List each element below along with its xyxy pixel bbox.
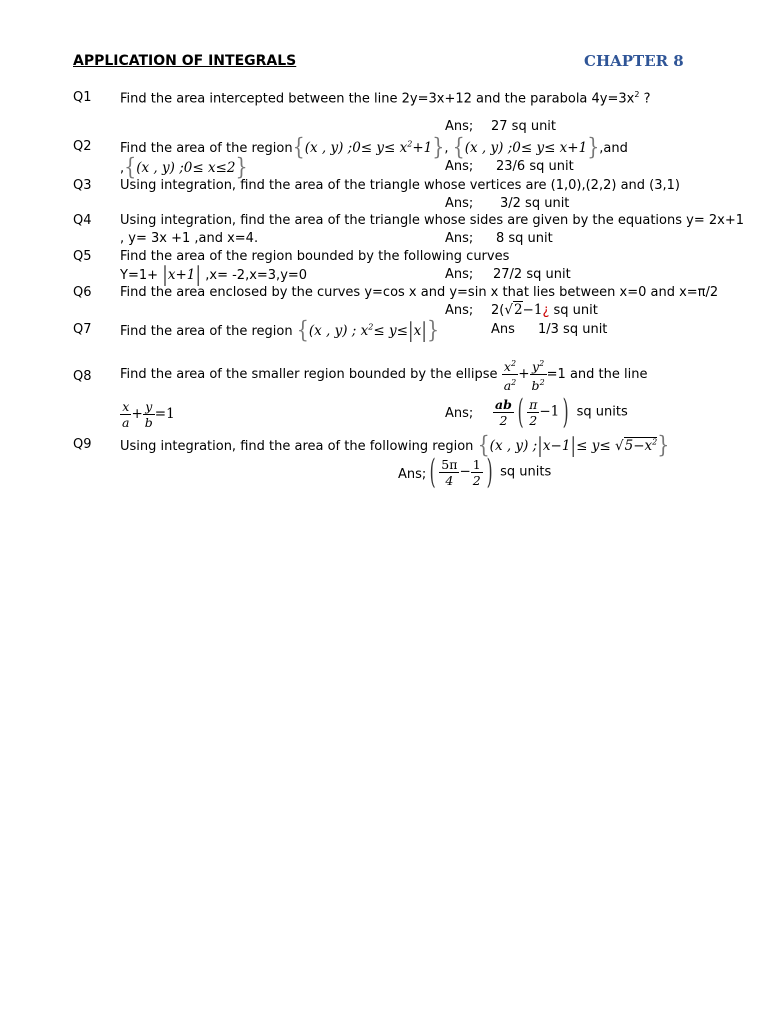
q2-set-1: {(x , y) ;0≤ $y\le x^2+1$} [292,133,445,161]
q8-frac-x2-a2: $\frac{x^2}{a^2}$ [502,356,519,393]
q8-frac-y2-b2: $\frac{y^2}{b^2}$ [530,356,547,393]
q9-ans-value: ( $\frac{5\pi}{4}$ − $\frac{1}{2}$ ) sq units [429,452,552,492]
q5-text-line2: Y=1+ |x+1| ,x= -2,x=3,y=0 [120,263,308,287]
q2-ans-value: 23/6 sq unit [496,159,574,174]
q4-text-line2: , y= 3x +1 ,and x=4. [120,231,259,246]
q4-text: Using integration, find the area of the triangle whose sides are given by the equations y= 2x+1 [120,213,744,228]
q3-ans-value: 3/2 sq unit [500,196,570,211]
q2-set-3: {(x , y) ;0≤ x≤2} [124,153,248,181]
q5-number: Q5 [73,249,92,264]
q8-text: Find the area of the smaller region bounded by the ellipse $\frac{x^2}{a^2}$ + $\frac{y^2}{b^2}$ =1 and the line [120,356,647,393]
q4-number: Q4 [73,213,92,228]
q6-number: Q6 [73,285,92,300]
q1-number: Q1 [73,90,92,105]
q9-number: Q9 [73,437,92,452]
q1-text: Find the area intercepted between the line 2y=3x+12 and the parabola $4y=3x^2$ ? [120,90,651,107]
q6-ans-label: Ans; [445,303,474,318]
q8-ans-value: $\frac{ab}{2}$ ( $\frac{\pi}{2}$ −1 ) sq units [495,392,628,432]
q5-ans-value: 27/2 sq unit [493,267,571,282]
q8-number: Q8 [73,369,92,384]
q1-ans-label: Ans; [445,119,474,134]
q3-number: Q3 [73,178,92,193]
q7-text: Find the area of the region {(x , y) ; $x^2\le y\le|x|$} [120,316,440,344]
q5-ans-label: Ans; [445,267,474,282]
q8-line-equation: $\frac{x}{a}$ + $\frac{y}{b}$ =1 [122,399,175,430]
q2-number: Q2 [73,139,92,154]
q3-ans-label: Ans; [445,196,474,211]
q7-number: Q7 [73,322,92,337]
q2-text-line2: ,{(x , y) ;0≤ x≤2} [120,153,248,181]
q2-text: Find the area of the region{(x , y) ;0≤ $y\le x^2+1$}, {(x , y) ;0≤ y≤ x+1},and [120,133,628,161]
page-title: APPLICATION OF INTEGRALS [73,53,297,69]
q4-ans-value: 8 sq unit [496,231,553,246]
q9-ans-label: Ans; [398,467,427,482]
q8-ans-label: Ans; [445,406,474,421]
q9-set: {(x , y) ;|x−1|≤ $y\le √5-x^2$} [477,431,670,459]
q9-text: Using integration, find the area of the following region {(x , y) ;|x−1|≤ $y\le √5-x^2$} [120,431,670,459]
q7-set: {(x , y) ; $x^2\le y\le|x|$} [296,316,440,344]
q6-text: Find the area enclosed by the curves y=cos x and y=sin x that lies between x=0 and x=π/2 [120,285,719,300]
q5-text: Find the area of the region bounded by the following curves [120,249,510,264]
q7-ans-label: Ans [491,322,515,337]
q7-ans-value: 1/3 sq unit [538,322,608,337]
q1-ans-value: 27 sq unit [491,119,557,134]
q5-abs-expr: |x+1| [162,263,202,287]
q2-set-2: {(x , y) ;0≤ y≤ x+1} [452,133,600,161]
q4-ans-label: Ans; [445,231,474,246]
chapter-label: CHAPTER 8 [584,52,684,70]
q2-ans-label: Ans; [445,159,474,174]
q6-ans-value: 2(√2−1¿ sq unit [491,302,598,318]
q3-text: Using integration, find the area of the triangle whose vertices are (1,0),(2,2) and (3,1) [120,178,680,193]
